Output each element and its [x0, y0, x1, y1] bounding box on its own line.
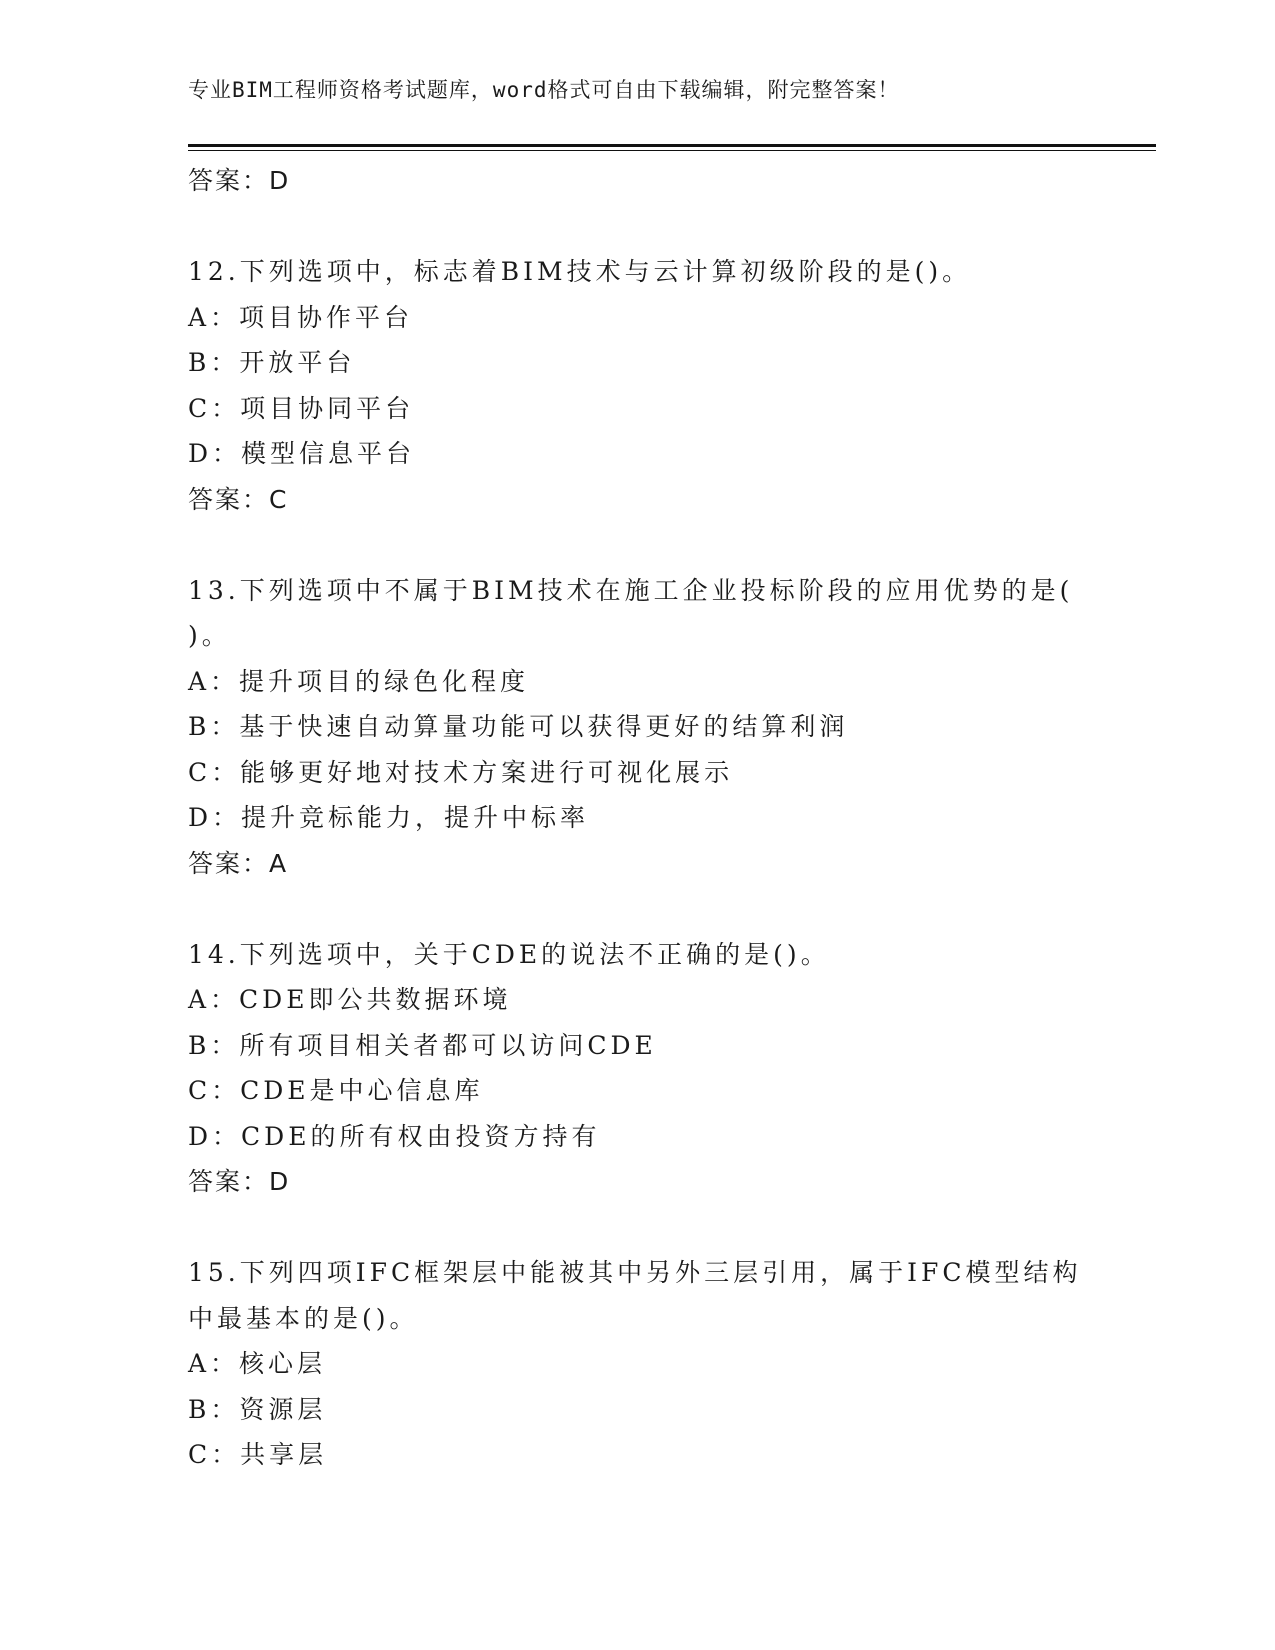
- spacer: [188, 886, 1088, 932]
- option-b: B：资源层: [188, 1394, 327, 1424]
- spacer: [188, 1205, 1088, 1251]
- option-c: C：CDE是中心信息库: [188, 1076, 484, 1105]
- question-stem: 13.下列选项中不属于BIM技术在施工企业投标阶段的应用优势的是(: [188, 575, 1074, 605]
- question-stem-continued: )。: [188, 621, 231, 650]
- option-b: B：所有项目相关者都可以访问CDE: [188, 1030, 657, 1060]
- question-list: [188, 158, 1088, 1478]
- answer-line: 答案：C: [188, 484, 289, 514]
- option-d: D：提升竞标能力，提升中标率: [188, 803, 590, 832]
- question-stem: 14.下列选项中，关于CDE的说法不正确的是()。: [188, 939, 830, 969]
- answer-line: 答案：D: [188, 166, 291, 195]
- question-stem-continued: 中最基本的是()。: [188, 1303, 419, 1333]
- question-14: [188, 932, 1088, 1205]
- spacer: [188, 522, 1088, 568]
- header-rule-thick: [188, 144, 1156, 147]
- question-stem: 15.下列四项IFC框架层中能被其中另外三层引用，属于IFC模型结构: [188, 1258, 1082, 1287]
- header-rule-thin: [188, 150, 1156, 151]
- option-d: D：模型信息平台: [188, 439, 416, 468]
- option-a: A：CDE即公共数据环境: [188, 985, 512, 1014]
- answer-line: 答案：D: [188, 1167, 291, 1196]
- option-a: A：核心层: [188, 1349, 327, 1378]
- question-15: [188, 1250, 1088, 1478]
- option-a: A：项目协作平台: [188, 302, 414, 332]
- question-stem: 12.下列选项中，标志着BIM技术与云计算初级阶段的是()。: [188, 257, 972, 286]
- option-d: D：CDE的所有权由投资方持有: [188, 1121, 601, 1151]
- option-c: C：项目协同平台: [188, 393, 415, 423]
- answer-line: 答案：A: [188, 848, 289, 878]
- option-b: B：开放平台: [188, 348, 356, 377]
- question-12: [188, 249, 1088, 522]
- page-header: 专业BIM工程师资格考试题库，word格式可自由下载编辑，附完整答案！: [188, 78, 900, 102]
- option-c: C：能够更好地对技术方案进行可视化展示: [188, 757, 734, 787]
- question-13: [188, 568, 1088, 887]
- option-b: B：基于快速自动算量功能可以获得更好的结算利润: [188, 712, 849, 741]
- option-a: A：提升项目的绿色化程度: [188, 666, 530, 696]
- spacer: [188, 204, 1088, 250]
- option-c: C：共享层: [188, 1440, 328, 1469]
